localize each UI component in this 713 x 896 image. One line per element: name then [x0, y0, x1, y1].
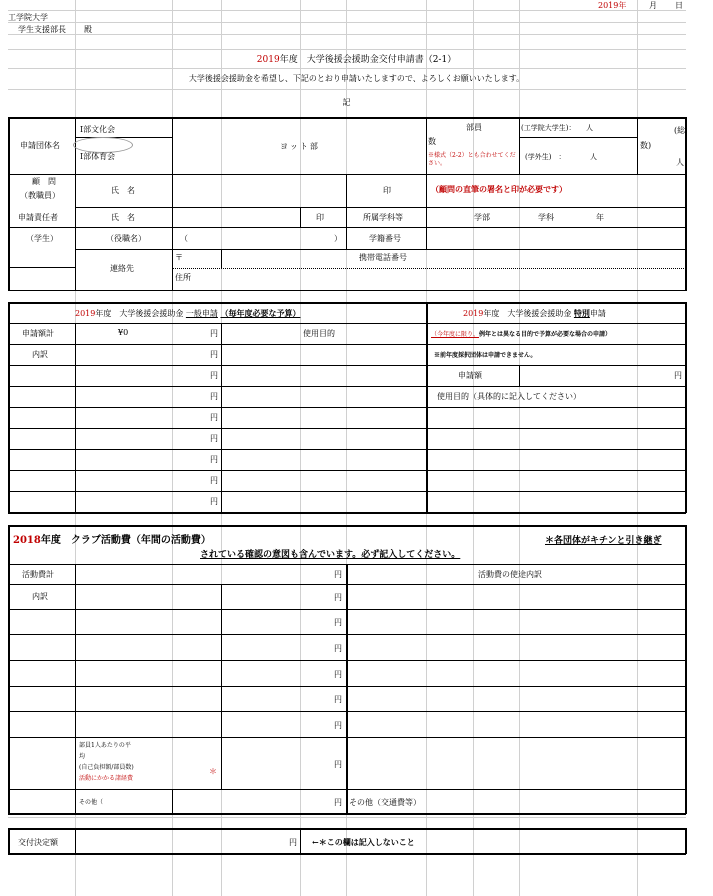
advisor-seal: 印: [383, 186, 391, 195]
group-label: 申請団体名: [20, 141, 60, 150]
activity-row-yen: 円: [334, 695, 342, 704]
total-mid: 数): [640, 141, 652, 150]
advisor-label: 顧 問: [32, 177, 56, 186]
special-warning: ※前年度採択団体は申請できません。: [434, 352, 537, 359]
per-member-line: (自己負担額/部員数): [79, 764, 134, 771]
dept-sports[interactable]: Ⅰ部体育会: [80, 152, 116, 161]
activity-total-label: 活動費計: [22, 570, 54, 579]
postal-mark: 〒: [175, 253, 183, 262]
special-purpose-label: 使用目的（具体的に記入してください）: [437, 392, 581, 401]
recipient-title: 学生支援部長: [18, 25, 66, 34]
rep-label: 申請責任者: [18, 213, 58, 222]
general-total-label: 申請額計: [22, 329, 54, 338]
activity-row-yen: 円: [334, 670, 342, 679]
special-note-text: 例年とは異なる目的で予算が必要な場合の申請）: [479, 331, 612, 338]
special-kind-suffix: 申請: [589, 309, 606, 318]
special-amount-label: 申請額: [458, 371, 482, 380]
student-id-label: 学籍番号: [369, 234, 401, 243]
form-title-year: 2019: [256, 55, 280, 65]
general-title-text: 年度 大学後援会援助金: [95, 309, 184, 318]
decision-yen: 円: [289, 838, 297, 847]
paren-open: （: [180, 234, 188, 243]
activity-row-yen: 円: [334, 593, 342, 602]
special-title: [463, 308, 606, 319]
general-row-yen: 円: [210, 413, 218, 422]
per-member-line: 均: [79, 753, 86, 760]
activity-total-yen: 円: [334, 570, 342, 579]
dept-label: 所属学科等: [363, 213, 403, 222]
special-kind: 特別: [573, 308, 590, 318]
non-students-count[interactable]: (学外生) ： 人: [525, 153, 597, 161]
paren-close: ）: [334, 234, 342, 243]
general-row-yen: 円: [210, 497, 218, 506]
activity-right-note: ＊各団体がキチンと引き継ぎ: [545, 536, 662, 546]
total-prefix: (総: [674, 126, 686, 135]
per-member-yen: 円: [334, 760, 342, 769]
contact-label: 連絡先: [110, 264, 134, 273]
form-title-text: 年度 大学後援会援助金交付申請書（2-1）: [279, 55, 457, 65]
per-member-line: 活動にかかる諸経費: [79, 775, 134, 782]
course-label: 学科: [538, 213, 554, 222]
general-total-value: ¥0: [118, 328, 129, 337]
honorific: 殿: [84, 25, 92, 34]
per-member-label: [79, 740, 134, 784]
rep-sublabel: （学生）: [26, 234, 58, 243]
total-unit: 人: [676, 158, 684, 167]
special-note: [431, 329, 611, 338]
general-row-yen: 円: [210, 350, 218, 359]
date-month: 月: [649, 1, 657, 10]
eng-students-count[interactable]: (工学院大学生)： 人: [521, 124, 593, 132]
general-row-yen: 円: [210, 371, 218, 380]
per-member-star: ＊: [209, 767, 217, 776]
general-breakdown-label: 内訳: [32, 350, 48, 359]
date-day: 日: [675, 1, 683, 10]
special-note-red: （今年度に限り、: [431, 331, 480, 338]
role-label: （役職名）: [106, 234, 146, 243]
intro-text: 大学後援会援助金を希望し、下記のとおり申請いたしますので、よろしくお願いいたします。: [188, 74, 525, 83]
general-purpose-label: 使用目的: [303, 329, 335, 338]
university-name: 工学院大学: [8, 13, 48, 22]
dept-culture[interactable]: Ⅰ部文化会: [80, 125, 116, 134]
special-title-text: 年度 大学後援会援助金: [483, 309, 572, 318]
members-note: ※様式（2-2）とも合わせてください。: [428, 152, 516, 167]
activity-title-text: 年度 クラブ活動費（年間の活動費）: [40, 535, 211, 546]
grade-label: 年: [596, 213, 604, 222]
activity-breakdown-label: 内訳: [32, 592, 48, 601]
per-member-line: 部員1人あたりの平: [79, 742, 131, 749]
special-year: 2019: [463, 309, 484, 318]
general-title: [75, 308, 300, 319]
general-row-yen: 円: [210, 392, 218, 401]
rep-name-label: 氏 名: [111, 213, 135, 222]
address-label: 住所: [175, 273, 191, 282]
general-row-yen: 円: [210, 455, 218, 464]
general-kind: 一般申請: [185, 309, 218, 318]
activity-row-yen: 円: [334, 618, 342, 627]
advisor-note: （顧問の直筆の署名と印が必要です）: [431, 184, 567, 194]
other-yen: 円: [334, 798, 342, 807]
activity-row-yen: 円: [334, 644, 342, 653]
faculty-label: 学部: [474, 213, 490, 222]
general-row-yen: 円: [210, 434, 218, 443]
form-title: [0, 52, 713, 65]
other-label: その他（: [79, 799, 104, 806]
date-year: 2019年: [598, 1, 627, 10]
club-name[interactable]: ヨット部: [280, 142, 320, 151]
general-yen: 円: [210, 329, 218, 338]
advisor-name-label: 氏 名: [111, 186, 135, 195]
other-right-label: その他（交通費等）: [349, 798, 421, 807]
general-note: （毎年度必要な予算）: [220, 308, 301, 318]
activity-center-note: されている確認の意図も含んでいます。必ず記入してください。: [200, 550, 461, 560]
rep-seal: 印: [316, 213, 324, 222]
activity-year: 2018: [13, 535, 41, 546]
phone-label: 携帯電話番号: [359, 253, 407, 262]
ki-mark: 記: [342, 98, 351, 107]
decision-label: 交付決定額: [18, 838, 58, 847]
members-count-label: 数: [428, 137, 436, 146]
decision-note: ←＊この欄は記入しないこと: [312, 837, 415, 847]
members-label: 部員: [466, 123, 482, 132]
advisor-sublabel: （教職員）: [20, 191, 60, 200]
activity-usage-label: 活動費の使途内訳: [478, 570, 542, 579]
general-row-yen: 円: [210, 476, 218, 485]
activity-row-yen: 円: [334, 721, 342, 730]
activity-title: [13, 531, 211, 546]
special-yen: 円: [674, 371, 682, 380]
general-year: 2019: [75, 309, 96, 318]
